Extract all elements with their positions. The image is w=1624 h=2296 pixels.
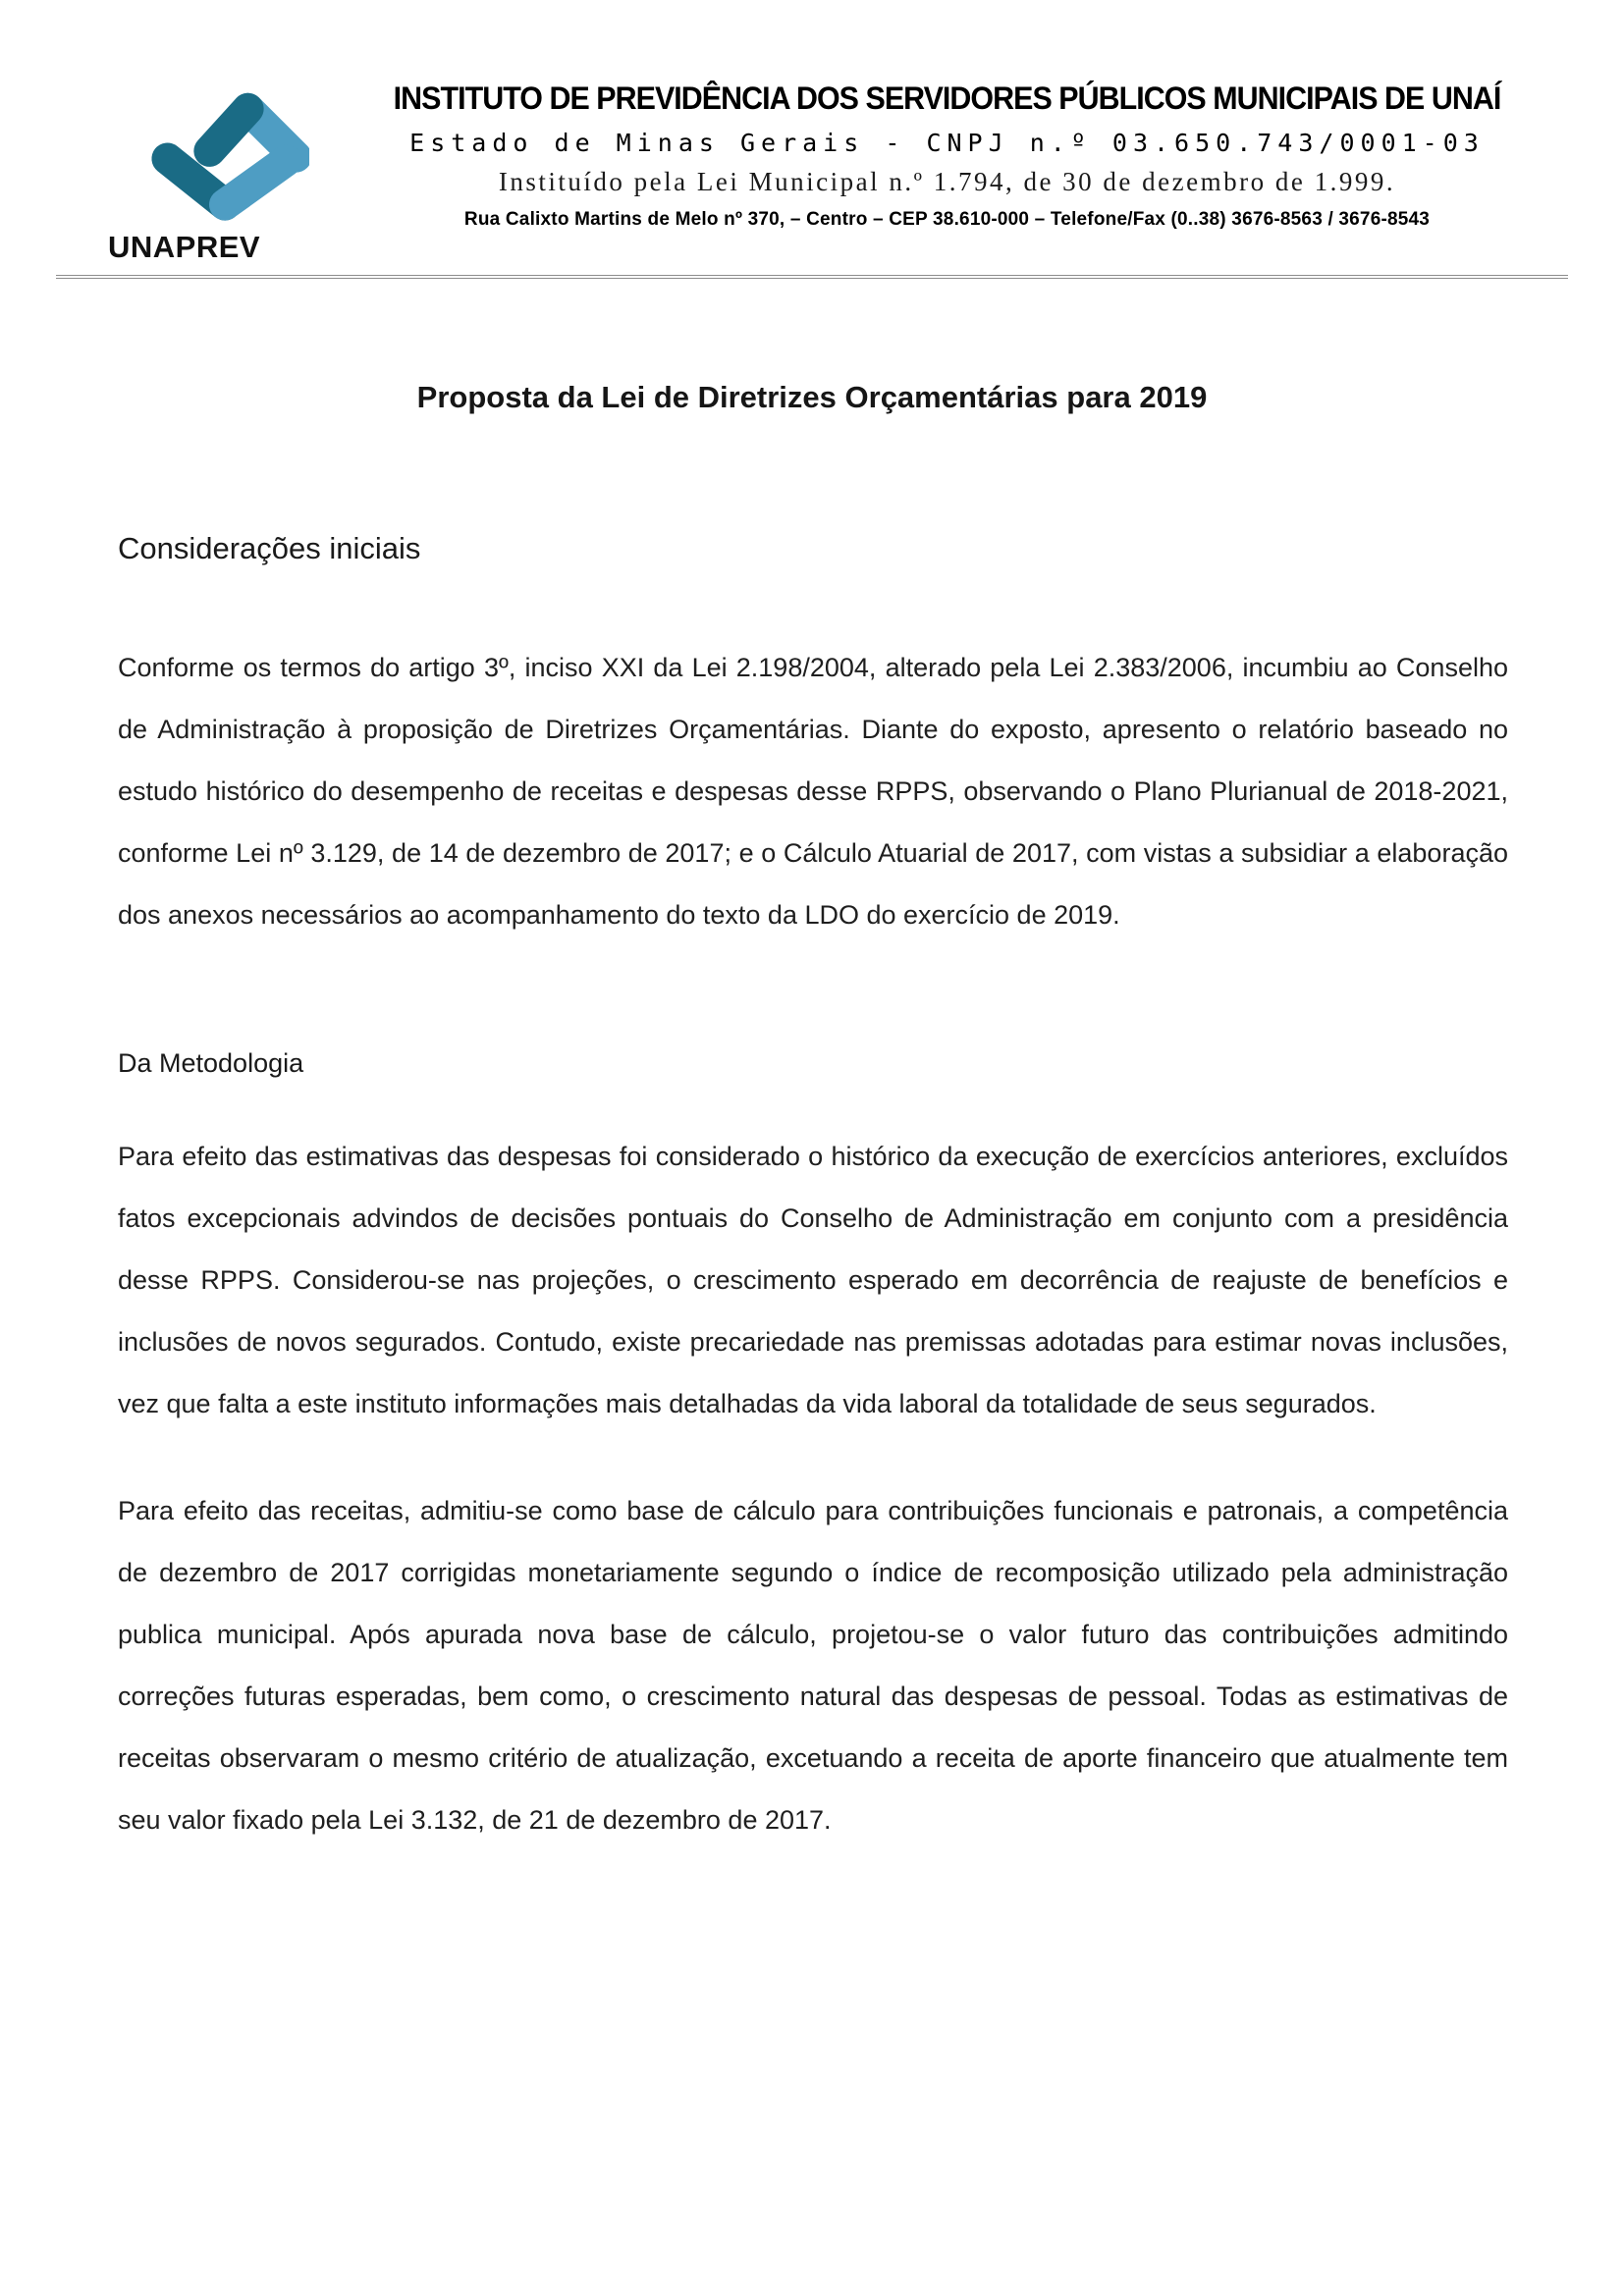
section-heading-metodologia: Da Metodologia — [118, 1048, 304, 1078]
document-body — [118, 531, 1508, 1851]
logo-block — [108, 59, 329, 265]
state-and-cnpj-line: Estado de Minas Gerais - CNPJ n.º 03.650.743/0001-03 — [409, 129, 1485, 157]
header-divider — [56, 275, 1568, 279]
organization-name: INSTITUTO DE PREVIDÊNCIA DOS SERVIDORES PÚBLICOS MUNICIPAIS DE UNAÍ — [393, 80, 1501, 116]
founding-law-line: Instituído pela Lei Municipal n.º 1.794, de 30 de dezembro de 1.999. — [498, 167, 1396, 196]
paragraph-methodology-2: Para efeito das receitas, admitiu-se como base de cálculo para contribuições funcionais e patronais, a competência de dezembro de 2017 corrigidas monetariamente segundo o índice de recomposição utilizado pela administração publica municipal. Após apurada nova base de cálculo, projetou-se o valor futuro das contribuições admitindo correções futuras esperadas, bem como, o crescimento natural das despesas de pessoal. Todas as estimativas de receitas observaram o mesmo critério de atualização, excetuando a receita de aporte financeiro que atualmente tem seu valor fixado pela Lei 3.132, de 21 de dezembro de 2017. — [118, 1496, 1508, 1835]
logo-wordmark: UNAPREV — [108, 230, 261, 264]
unaprev-logo-icon — [108, 59, 309, 228]
address-line: Rua Calixto Martins de Melo nº 370, – Centro – CEP 38.610-000 – Telefone/Fax (0..38) 3676-8563 / 3676-8543 — [463, 209, 1431, 230]
letterhead — [0, 0, 1624, 265]
paragraph-intro: Conforme os termos do artigo 3º, inciso XXI da Lei 2.198/2004, alterado pela Lei 2.383/2006, incumbiu ao Conselho de Administração à proposição de Diretrizes Orçamentárias. Diante do exposto, apresento o relatório baseado no estudo histórico do desempenho de receitas e despesas desse RPPS, observando o Plano Plurianual de 2018-2021, conforme Lei nº 3.129, de 14 de dezembro de 2017; e o Cálculo Atuarial de 2017, com vistas a subsidiar a elaboração dos anexos necessários ao acompanhamento do texto da LDO do exercício de 2019. — [118, 653, 1508, 930]
letterhead-text — [329, 59, 1565, 231]
document-title: Proposta da Lei de Diretrizes Orçamentárias para 2019 — [416, 380, 1208, 414]
paragraph-methodology-1: Para efeito das estimativas das despesas foi considerado o histórico da execução de exercícios anteriores, excluídos fatos excepcionais advindos de decisões pontuais do Conselho de Administração em conjunto com a presidência desse RPPS. Considerou-se nas projeções, o crescimento esperado em decorrência de reajuste de benefícios e inclusões de novos segurados. Contudo, existe precariedade nas premissas adotadas para estimar novas inclusões, vez que falta a este instituto informações mais detalhadas da vida laboral da totalidade de seus segurados. — [118, 1142, 1508, 1418]
section-heading-consideracoes: Considerações iniciais — [118, 531, 421, 565]
